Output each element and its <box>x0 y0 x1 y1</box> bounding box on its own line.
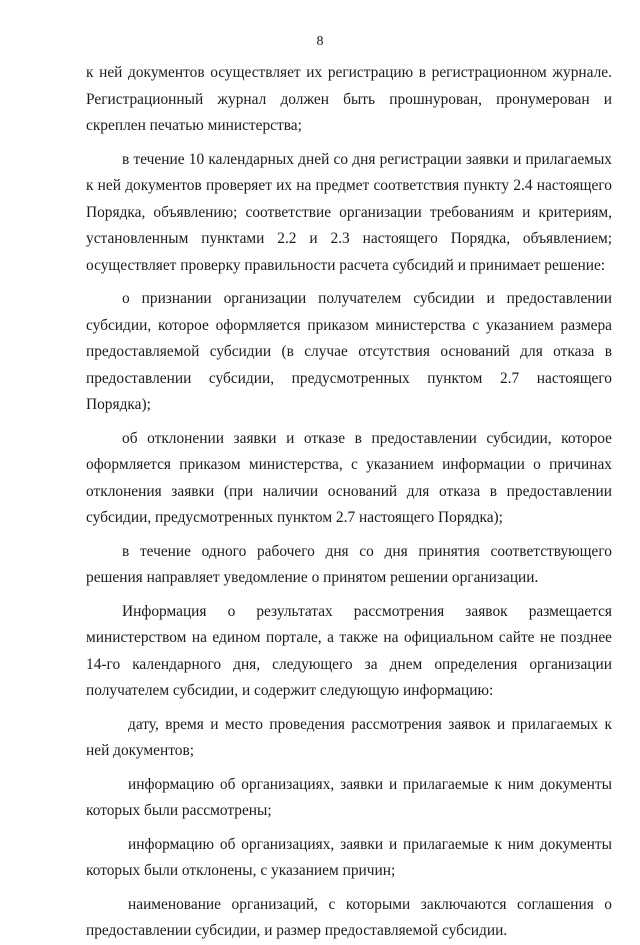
paragraph-approval-decision: о признании организации получателем субсидии и предоставлении субсидии, которое оформляется приказом министерства с указанием размера предоставляемой субсидии (в случае отсутствия оснований для отказа в предоставлении субсидии, предусмотренных пунктом 2.7 настоящего Порядка); <box>86 290 612 413</box>
paragraph-rejection-decision: об отклонении заявки и отказе в предоставлении субсидии, которое оформляется приказом министерства, с указанием информации о причинах отклонения заявки (при наличии оснований для отказа в предоставлении субсидии, предусмотренных пунктом 2.7 настоящего Порядка); <box>86 429 612 526</box>
list-item-agreements: наименование организаций, с которыми заключаются соглашения о предоставлении субсидии, и размер предоставляемой субсидии. <box>86 895 612 939</box>
paragraph-registration: к ней документов осуществляет их регистрацию в регистрационном журнале. Регистрационный журнал должен быть прошнурован, пронумерован и скреплен печатью министерства; <box>86 64 612 134</box>
document-body <box>86 60 612 945</box>
page-number: 8 <box>316 34 324 49</box>
list-item-reviewed-organizations: информацию об организациях, заявки и прилагаемые к ним документы которых были рассмотрены; <box>86 775 612 819</box>
list-item-rejected-organizations: информацию об организациях, заявки и прилагаемые к ним документы которых были отклонены, с указанием причин; <box>86 835 612 879</box>
paragraph-review-period: в течение 10 календарных дней со дня регистрации заявки и прилагаемых к ней документов проверяет их на предмет соответствия пункту 2.4 настоящего Порядка, объявлению; соответствие организации требованиям и критериям, установленным пунктами 2.2 и 2.3 настоящего Порядка, объявлением; осуществляет проверку правильности расчета субсидий и принимает решение: <box>86 150 612 274</box>
list-item-review-date: дату, время и место проведения рассмотрения заявок и прилагаемых к ней документов; <box>86 715 612 759</box>
paragraph-results-publication: Информация о результатах рассмотрения заявок размещается министерством на едином портале, а также на официальном сайте не позднее 14-го календарного дня, следующего за днем определения организации получателем субсидии, и содержит следующую информацию: <box>86 602 612 699</box>
paragraph-notification: в течение одного рабочего дня со дня принятия соответствующего решения направляет уведомление о принятом решении организации. <box>86 542 612 586</box>
